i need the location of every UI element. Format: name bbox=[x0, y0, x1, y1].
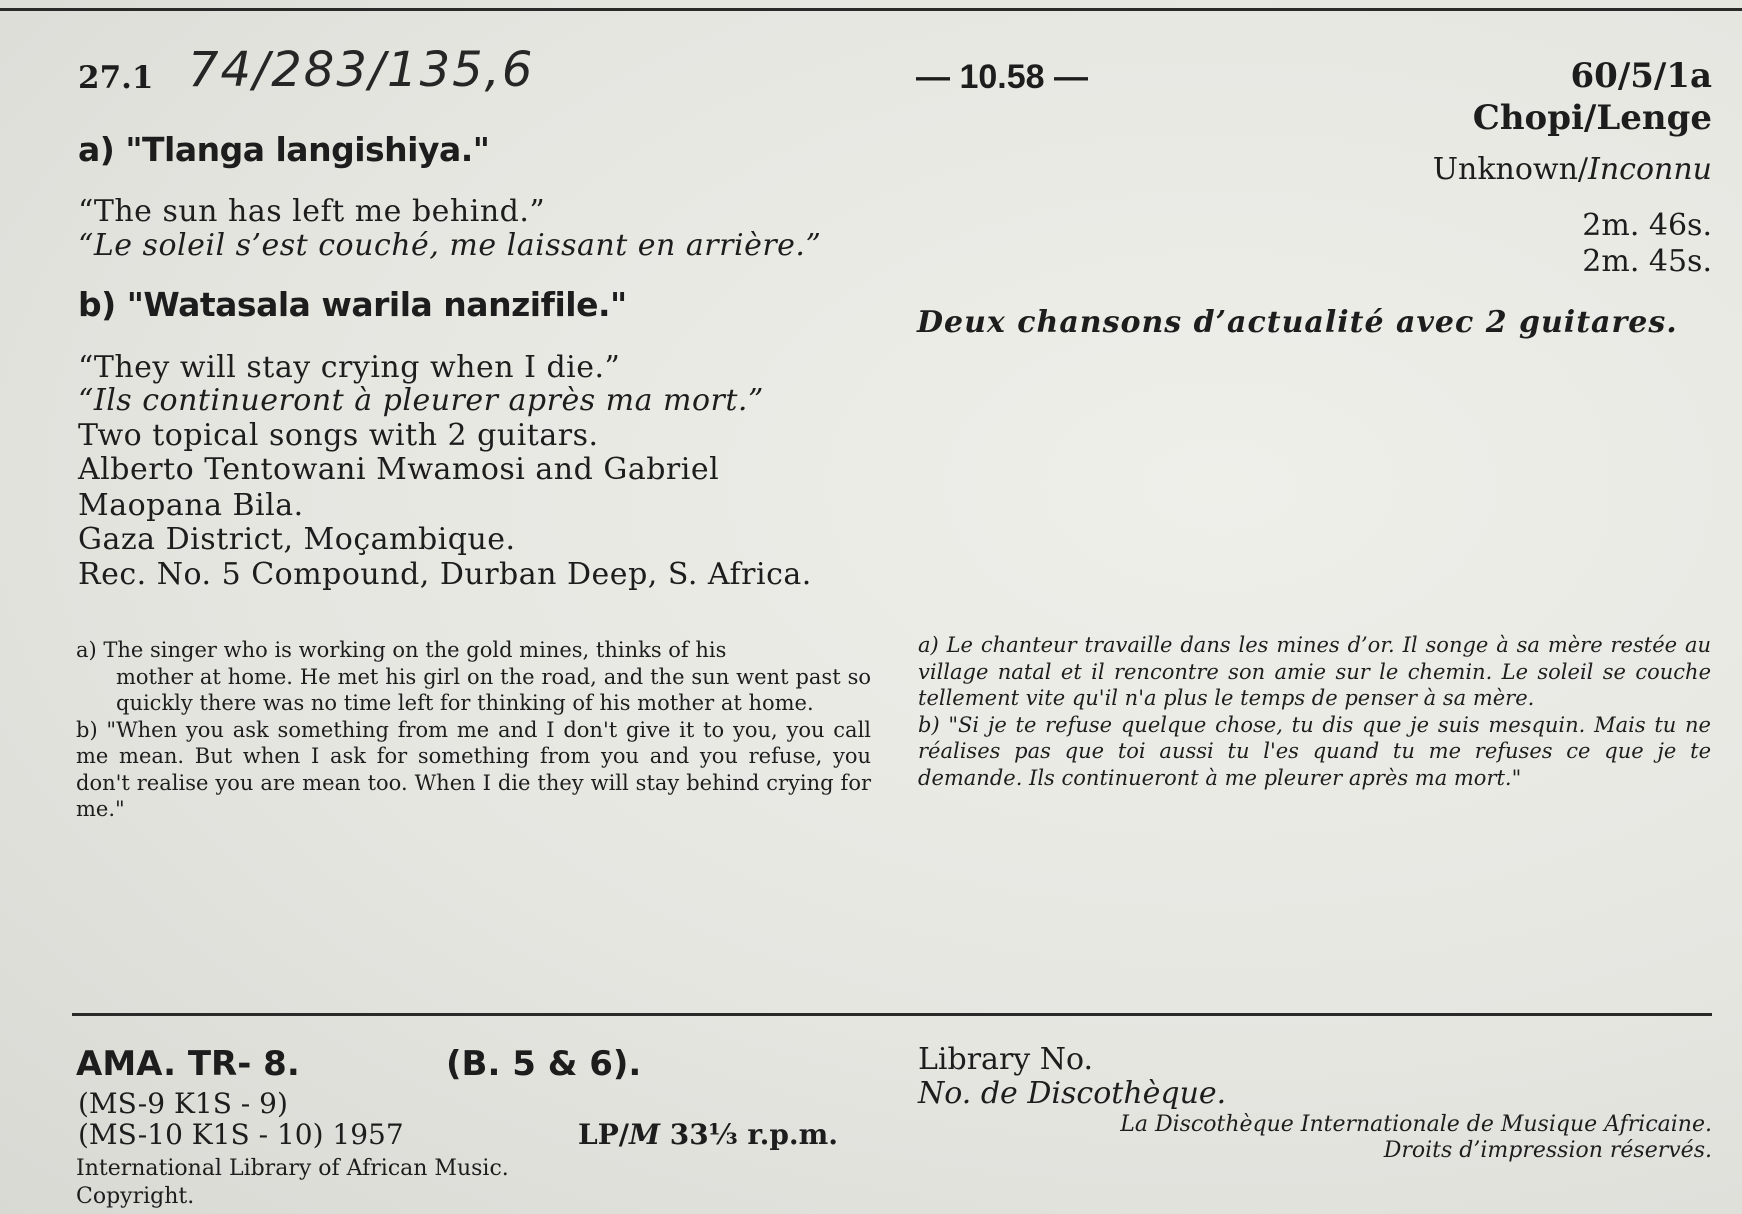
record-format bbox=[578, 1118, 838, 1151]
composer-en: Unknown/ bbox=[1432, 152, 1588, 187]
description-en: Two topical songs with 2 guitars. bbox=[78, 418, 599, 453]
song-b-title: b) "Watasala warila nanzifile." bbox=[78, 285, 627, 324]
rights-reserved: Droits d’impression réservés. bbox=[1383, 1138, 1712, 1163]
song-a-translation-en: “The sun has left me behind.” bbox=[78, 194, 546, 229]
duration-a: 2m. 46s. bbox=[1582, 208, 1712, 243]
lp-suffix: 33⅓ r.p.m. bbox=[659, 1118, 839, 1151]
tribe-language: Chopi/Lenge bbox=[1472, 98, 1712, 138]
handwritten-note: 74/283/135,6 bbox=[188, 42, 535, 98]
archive-band: (B. 5 & 6). bbox=[446, 1044, 642, 1084]
song-a-title: a) "Tlanga langishiya." bbox=[78, 130, 490, 169]
note-en-a-rest: mother at home. He met his girl on the road, and the sun went past so quickly there was no time left for thinking of his mother at home. bbox=[116, 664, 871, 715]
archive-reference: AMA. TR- 8. bbox=[76, 1044, 300, 1084]
note-en-b: b) "When you ask something from me and I don't give it to you, you call me mean. But when I ask for something from you and you refuse, you don't realise you are mean too. When I die they will stay behind crying for me." bbox=[76, 717, 871, 821]
notes-fr bbox=[918, 632, 1711, 791]
center-number: — 10.58 — bbox=[916, 58, 1088, 96]
song-b-translation-fr: “Ils continueront à pleurer après ma mort.” bbox=[78, 383, 764, 418]
matrix-number-1: (MS-9 K1S - 9) bbox=[78, 1087, 288, 1120]
performers-line-2: Maopana Bila. bbox=[78, 488, 304, 523]
composer bbox=[1433, 152, 1712, 187]
composer-fr: Inconnu bbox=[1588, 152, 1712, 187]
library-number-label-fr: No. de Discothèque. bbox=[918, 1076, 1227, 1111]
library-name: International Library of African Music. bbox=[76, 1156, 509, 1181]
note-fr-b: b) "Si je te refuse quelque chose, tu dis que je suis mesquin. Mais tu ne réalises pas que toi aussi tu l'es quand tu me refuses ce que je te demande. Ils continueront à me pleurer après ma mort." bbox=[918, 712, 1711, 790]
series-number: 60/5/1a bbox=[1570, 56, 1712, 96]
note-en-a-first-line: a) The singer who is working on the gold mines, thinks of his bbox=[76, 638, 727, 662]
description-fr: Deux chansons d’actualité avec 2 guitares. bbox=[917, 305, 1678, 340]
copyright: Copyright. bbox=[76, 1184, 195, 1209]
top-rule bbox=[0, 8, 1742, 11]
library-number-label: Library No. bbox=[918, 1042, 1094, 1077]
bottom-rule bbox=[72, 1013, 1712, 1016]
lp-prefix: LP/ bbox=[578, 1118, 629, 1151]
performers-line-1: Alberto Tentowani Mwamosi and Gabriel bbox=[78, 452, 720, 487]
song-a-translation-fr: “Le soleil s’est couché, me laissant en arrière.” bbox=[78, 228, 822, 263]
notes-en bbox=[76, 637, 871, 823]
recording-place: Rec. No. 5 Compound, Durban Deep, S. Africa. bbox=[78, 557, 812, 592]
note-fr-a: a) Le chanteur travaille dans les mines d’or. Il songe à sa mère restée au village natal et il rencontre son amie sur le chemin. Le soleil se couche tellement vite qu'il n'a plus le temps de penser à sa mère. bbox=[918, 633, 1711, 710]
duration-b: 2m. 45s. bbox=[1582, 244, 1712, 279]
lp-m: M bbox=[628, 1118, 660, 1151]
location: Gaza District, Moçambique. bbox=[78, 522, 516, 557]
catalogue-number: 27.1 bbox=[78, 60, 154, 96]
matrix-number-2: (MS-10 K1S - 10) 1957 bbox=[78, 1118, 404, 1151]
discotheque-name: La Discothèque Internationale de Musique Africaine. bbox=[1120, 1112, 1712, 1137]
song-b-translation-en: “They will stay crying when I die.” bbox=[78, 350, 621, 385]
